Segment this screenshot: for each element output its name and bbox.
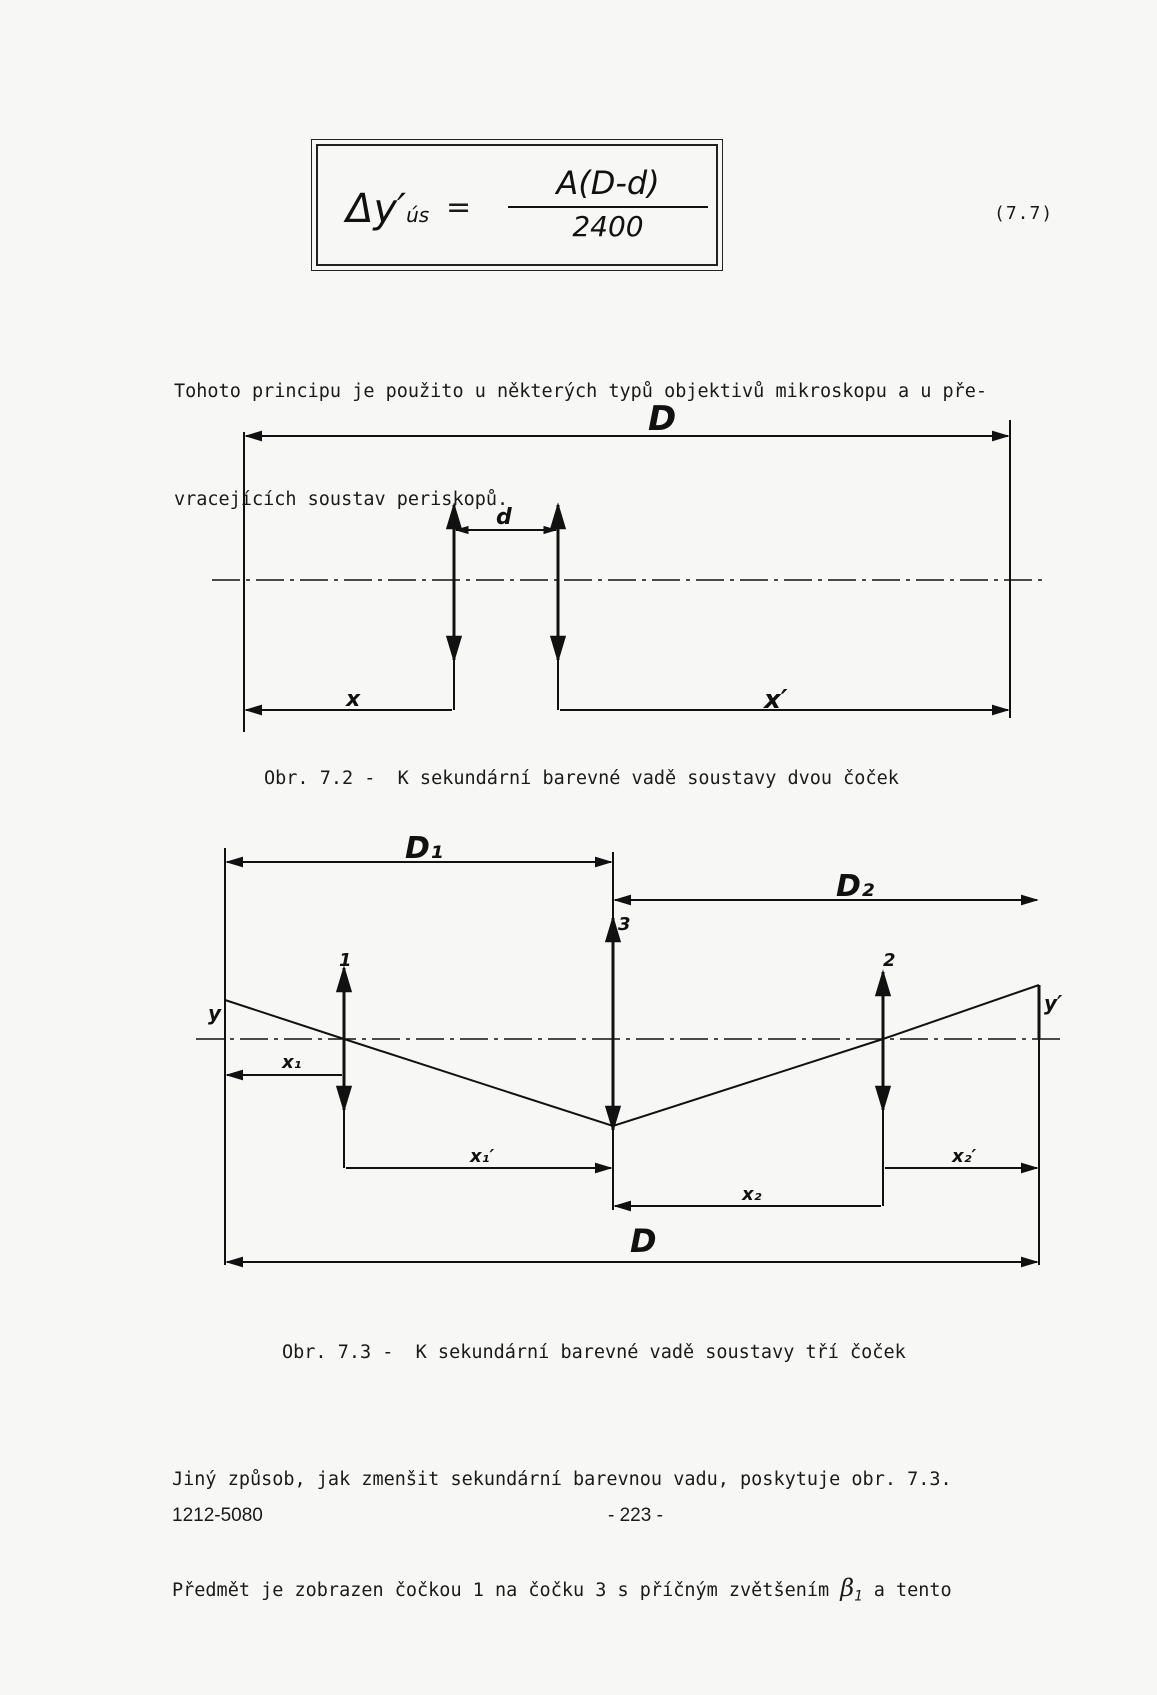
figure-7-2-caption: Obr. 7.2 - K sekundární barevné vadě soustavy dvou čoček (264, 768, 899, 789)
label-x1: x₁ (282, 1052, 302, 1073)
formula-equals: = (446, 190, 472, 225)
label-lens-1: 1 (339, 950, 352, 971)
label-D-total: D (630, 1222, 657, 1260)
paragraph-2-line-2-end: a tento (862, 1580, 952, 1601)
equation-number: (7.7) (994, 203, 1054, 224)
label-x-prime: x′ (764, 685, 788, 715)
label-x1-prime: x₁′ (470, 1146, 495, 1167)
label-lens-3: 3 (618, 914, 631, 935)
paragraph-1-line-1: Tohoto principu je použito u některých typů objektivů mikroskopu a u pře- (174, 381, 988, 402)
beta-symbol: β (840, 1574, 855, 1602)
paragraph-1-line-2: vracejících soustav periskopů. (174, 489, 509, 510)
paragraph-2-line-2 (172, 1570, 952, 1615)
label-y: y (208, 1001, 222, 1025)
paragraph-2-line-2-start: Předmět je zobrazen čočkou 1 na čočku 3 s příčným zvětšením (172, 1580, 841, 1601)
label-x: x (346, 687, 361, 712)
label-D1: D₁ (405, 831, 444, 866)
label-lens-2: 2 (883, 950, 896, 971)
formula-lhs-subscript: ús (406, 203, 430, 227)
formula-denominator: 2400 (572, 210, 644, 243)
beta-subscript: 1 (854, 1588, 863, 1605)
label-x2-prime: x₂′ (952, 1146, 977, 1167)
formula-lhs-symbol: Δy′ (346, 186, 407, 232)
label-D: D (648, 399, 677, 439)
label-D2: D₂ (836, 869, 875, 904)
figure-7-3 (196, 848, 1060, 1265)
figure-7-3-caption: Obr. 7.3 - K sekundární barevné vadě soustavy tří čoček (282, 1342, 906, 1363)
label-x2: x₂ (742, 1184, 762, 1205)
label-y-prime: y′ (1044, 991, 1063, 1015)
ray-path (225, 985, 1039, 1126)
paragraph-2 (172, 1390, 952, 1687)
figure-7-2 (212, 420, 1046, 732)
formula-numerator: A(D-d) (556, 164, 660, 202)
footer-code: 1212-5080 (172, 1505, 263, 1526)
page-number: - 223 - (608, 1505, 663, 1526)
paragraph-2-line-1: Jiný způsob, jak zmenšit sekundární barevnou vadu, poskytuje obr. 7.3. (172, 1469, 952, 1490)
label-d: d (496, 505, 512, 530)
